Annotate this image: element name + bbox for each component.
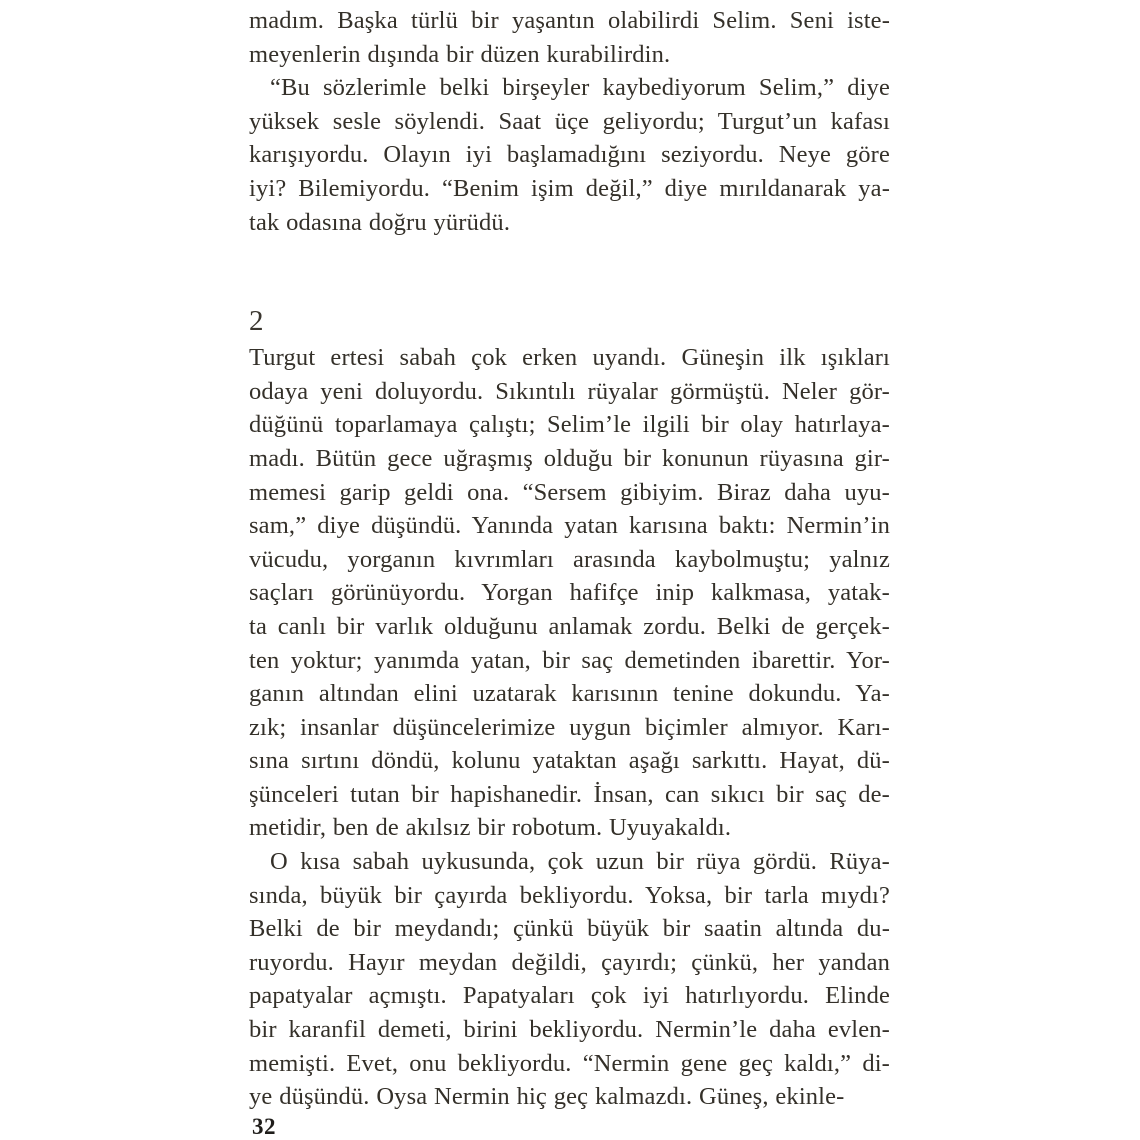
paragraph-dream [249, 845, 890, 1114]
page-text [249, 4, 890, 1114]
text-line: “Bu sözlerimle belki birşeyler kaybediyorum Selim,” diye [270, 74, 890, 102]
text-line: ye düşündü. Oysa Nermin hiç geç kalmazdı. Güneş, ekinle- [249, 1083, 845, 1111]
text-line: metidir, ben de akılsız bir robotum. Uyuyakaldı. [249, 814, 732, 842]
text-line: Belki de bir meydandı; çünkü büyük bir saatin altında du- [249, 915, 890, 943]
text-line: zık; insanlar düşüncelerimize uygun biçimler almıyor. Karı- [249, 713, 890, 741]
text-line: iyi? Bilemiyordu. “Benim işim değil,” diye mırıldanarak ya- [249, 174, 890, 202]
text-line: yüksek sesle söylendi. Saat üçe geliyordu; Turgut’un kafası [249, 107, 890, 135]
text-line: memişti. Evet, onu bekliyordu. “Nermin gene geç kaldı,” di- [249, 1049, 890, 1077]
text-line: madım. Başka türlü bir yaşantın olabilirdi Selim. Seni iste- [249, 7, 890, 34]
text-line: ten yoktur; yanımda yatan, bir saç demetinden ibarettir. Yor- [249, 646, 890, 674]
text-line: O kısa sabah uykusunda, çok uzun bir rüya gördü. Rüya- [270, 848, 890, 876]
text-line: sına sırtını döndü, kolunu yataktan aşağı sarkıttı. Hayat, dü- [249, 747, 890, 775]
text-line: Turgut ertesi sabah çok erken uyandı. Güneşin ilk ışıkları [249, 344, 890, 372]
text-line: madı. Bütün gece uğraşmış olduğu bir konunun rüyasına gir- [249, 444, 890, 472]
text-line: saçları görünüyordu. Yorgan hafifçe inip kalkmasa, yatak- [249, 579, 890, 607]
text-line: memesi garip geldi ona. “Sersem gibiyim. Biraz daha uyu- [249, 478, 890, 506]
text-line: sam,” diye düşündü. Yanında yatan karısına baktı: Nermin’in [249, 512, 890, 540]
text-line: şünceleri tutan bir hapishanedir. İnsan, can sıkıcı bir saç de- [249, 780, 890, 808]
text-line: papatyalar açmıştı. Papatyaları çok iyi hatırlıyordu. Elinde [249, 982, 890, 1010]
text-line: düğünü toparlamaya çalıştı; Selim’le ilgili bir olay hatırlaya- [249, 411, 890, 439]
text-line: meyenlerin dışında bir düzen kurabilirdin. [249, 40, 671, 68]
text-line: ganın altından elini uzatarak karısının tenine dokundu. Ya- [249, 680, 890, 708]
text-line: sında, büyük bir çayırda bekliyordu. Yoksa, bir tarla mıydı? [249, 881, 890, 909]
text-line: karışıyordu. Olayın iyi başlamadığını seziyordu. Neye göre [249, 141, 890, 169]
section-number: 2 [249, 305, 264, 338]
paragraph-morning [249, 341, 890, 845]
text-line: ta canlı bir varlık olduğunu anlamak zordu. Belki de gerçek- [249, 612, 890, 640]
text-line: odaya yeni doluyordu. Sıkıntılı rüyalar görmüştü. Neler gör- [249, 377, 890, 405]
page-number: 32 [252, 1114, 276, 1139]
text-line: vücudu, yorganın kıvrımları arasında kaybolmuştu; yalnız [249, 545, 890, 573]
paragraph-continuation [249, 4, 890, 71]
paragraph-dialogue [249, 71, 890, 239]
text-line: ruyordu. Hayır meydan değildi, çayırdı; çünkü, her yandan [249, 948, 890, 976]
text-line: tak odasına doğru yürüdü. [249, 208, 511, 236]
text-line: bir karanfil demeti, birini bekliyordu. Nermin’le daha evlen- [249, 1016, 890, 1044]
